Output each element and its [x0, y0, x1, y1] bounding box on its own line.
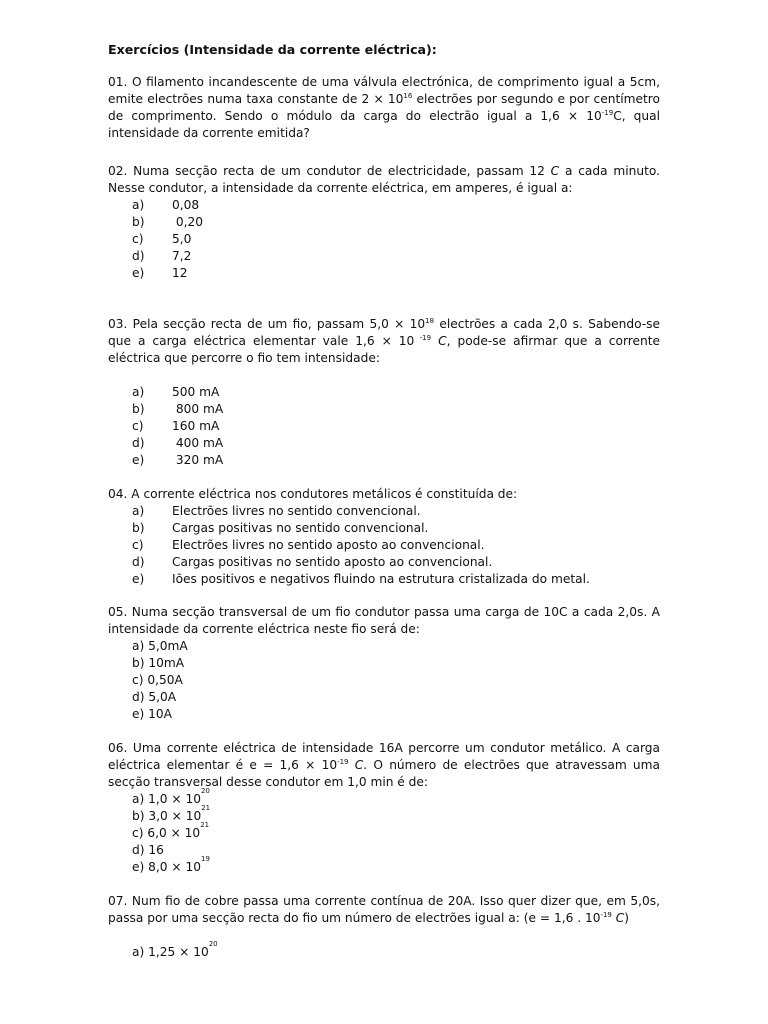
- q2-option: [132, 231, 203, 248]
- q4-option: [132, 571, 590, 588]
- q3-option: [132, 435, 223, 452]
- option-key: c): [132, 419, 144, 433]
- q5-options: [132, 638, 188, 723]
- q5-option: d) 5,0A: [132, 690, 177, 704]
- option-key: d): [132, 555, 145, 569]
- option-exp: 20: [208, 940, 218, 948]
- q3-text-4: , pode-se afirmar que a corrente eléctrica que percorre o fio tem intensidade:: [108, 334, 660, 365]
- option-base: d) 16: [132, 843, 164, 857]
- q7-option: [132, 940, 218, 961]
- q3-exp-1: 18: [425, 317, 435, 325]
- option-key: a): [132, 198, 145, 212]
- option-key: b): [132, 215, 145, 229]
- q5-option: e) 10A: [132, 707, 172, 721]
- q5-option: c) 0,50A: [132, 673, 183, 687]
- option-key: b): [132, 521, 145, 535]
- q6-text-3: . O número de electrões que atravessam uma secção transversal desse condutor em 1,0 min é de:: [108, 758, 660, 789]
- q1-exp-1: 16: [403, 92, 413, 100]
- q1-text-1: 01. O filamento incandescente de uma válvula electrónica, de comprimento igual a 5cm, emite electrões numa taxa constante de 2 × 10: [108, 75, 660, 106]
- q6-options: [132, 787, 211, 876]
- q2-text-1-italic: C: [550, 164, 560, 178]
- option-exp: 21: [200, 821, 210, 829]
- question-06: [108, 740, 660, 791]
- q7-exp-1: -19: [600, 911, 612, 919]
- q7-text-1: 07. Num fio de cobre passa uma corrente contínua de 20A. Isso quer dizer que, em 5,0s, passa por uma secção recta do fio um número de electrões igual a: (e = 1,6 . 10: [108, 894, 660, 925]
- option-value: 0,08: [172, 198, 200, 212]
- q6-exp-1: -19: [337, 758, 349, 766]
- question-01: [108, 74, 660, 142]
- option-value: Iões positivos e negativos fluindo na estrutura cristalizada do metal.: [172, 572, 590, 586]
- option-base: a) 1,0 × 10: [132, 792, 201, 806]
- option-key: c): [132, 538, 144, 552]
- q2-text-2: a cada minuto. Nesse condutor, a intensidade da corrente eléctrica, em amperes, é igual a:: [108, 164, 660, 195]
- option-value: 400 mA: [172, 436, 224, 450]
- option-key: a): [132, 504, 145, 518]
- q1-text-3: C, qual intensidade da corrente emitida?: [108, 109, 661, 140]
- q6-option: [132, 855, 210, 876]
- option-key: e): [132, 266, 145, 280]
- option-base: c) 6,0 × 10: [132, 826, 201, 840]
- option-key: e): [132, 572, 145, 586]
- option-key: e): [132, 453, 145, 467]
- page-title: Exercícios (Intensidade da corrente eléctrica):: [108, 42, 437, 57]
- option-value: 800 mA: [172, 402, 224, 416]
- q3-option: [132, 418, 223, 435]
- q1-exp-2: -19: [601, 109, 614, 117]
- option-value: 5,0: [172, 232, 192, 246]
- q7-text-2-italic: C: [615, 911, 625, 925]
- option-base: a) 1,25 × 10: [132, 945, 209, 959]
- question-07: [108, 893, 660, 927]
- q6-text-2-italic: C: [354, 758, 364, 772]
- q2-option: [132, 265, 203, 282]
- q7-options: [132, 940, 218, 961]
- q3-options: [132, 384, 223, 469]
- option-key: d): [132, 436, 145, 450]
- q6-option: [132, 821, 210, 842]
- q2-text-1: 02. Numa secção recta de um condutor de electricidade, passam 12: [108, 164, 551, 178]
- q4-option: [132, 537, 590, 554]
- q3-exp-2: -19: [414, 334, 432, 342]
- option-exp: 19: [200, 855, 210, 863]
- option-value: Cargas positivas no sentido convencional.: [172, 521, 429, 535]
- option-value: 500 mA: [172, 385, 220, 399]
- q5-option: b) 10mA: [132, 656, 185, 670]
- q4-option: [132, 554, 590, 571]
- option-value: Electrões livres no sentido convencional.: [172, 504, 421, 518]
- option-value: 12: [172, 266, 188, 280]
- option-value: 7,2: [172, 249, 192, 263]
- question-03: [108, 316, 660, 367]
- option-base: b) 3,0 × 10: [132, 809, 202, 823]
- q4-option: [132, 520, 590, 537]
- q5-option: a) 5,0mA: [132, 639, 188, 653]
- q6-option: [132, 804, 211, 825]
- option-value: Electrões livres no sentido aposto ao convencional.: [172, 538, 485, 552]
- q6-option: [132, 842, 210, 859]
- q3-text-3-italic: C: [438, 334, 447, 348]
- q7-text-3: ): [624, 911, 630, 925]
- option-value: Cargas positivas no sentido aposto ao convencional.: [172, 555, 493, 569]
- q6-text-1: 06. Uma corrente eléctrica de intensidade 16A percorre um condutor metálico. A carga eléctrica elementar é e = 1,6 × 10: [108, 741, 660, 772]
- question-05: 05. Numa secção transversal de um fio condutor passa uma carga de 10C a cada 2,0s. A intensidade da corrente eléctrica neste fio será de:: [108, 605, 660, 636]
- q3-option: [132, 401, 223, 418]
- q2-option: [132, 248, 203, 265]
- option-exp: 21: [201, 804, 211, 812]
- question-04: 04. A corrente eléctrica nos condutores metálicos é constituída de:: [108, 487, 518, 501]
- q6-option: [132, 787, 210, 808]
- q3-text-2: electrões a cada 2,0 s. Sabendo-se que a carga eléctrica elementar vale 1,6 × 10: [108, 317, 661, 348]
- option-value: 320 mA: [172, 453, 224, 467]
- question-02: [108, 163, 660, 197]
- q3-option: [132, 452, 223, 469]
- option-value: 0,20: [172, 215, 204, 229]
- option-value: 160 mA: [172, 419, 220, 433]
- option-key: a): [132, 385, 145, 399]
- q3-text-1: 03. Pela secção recta de um fio, passam 5,0 × 10: [108, 317, 426, 331]
- q4-option: [132, 503, 590, 520]
- option-exp: 20: [200, 787, 210, 795]
- option-key: b): [132, 402, 145, 416]
- q2-option: [132, 197, 203, 214]
- q2-option: [132, 214, 203, 231]
- option-key: c): [132, 232, 144, 246]
- option-key: d): [132, 249, 145, 263]
- q2-options: [132, 197, 203, 282]
- q3-option: [132, 384, 223, 401]
- q1-text-2: electrões por segundo e por centímetro de comprimento. Sendo o módulo da carga do electrão igual a 1,6 × 10: [108, 92, 660, 123]
- q4-options: [132, 503, 590, 588]
- option-base: e) 8,0 × 10: [132, 860, 201, 874]
